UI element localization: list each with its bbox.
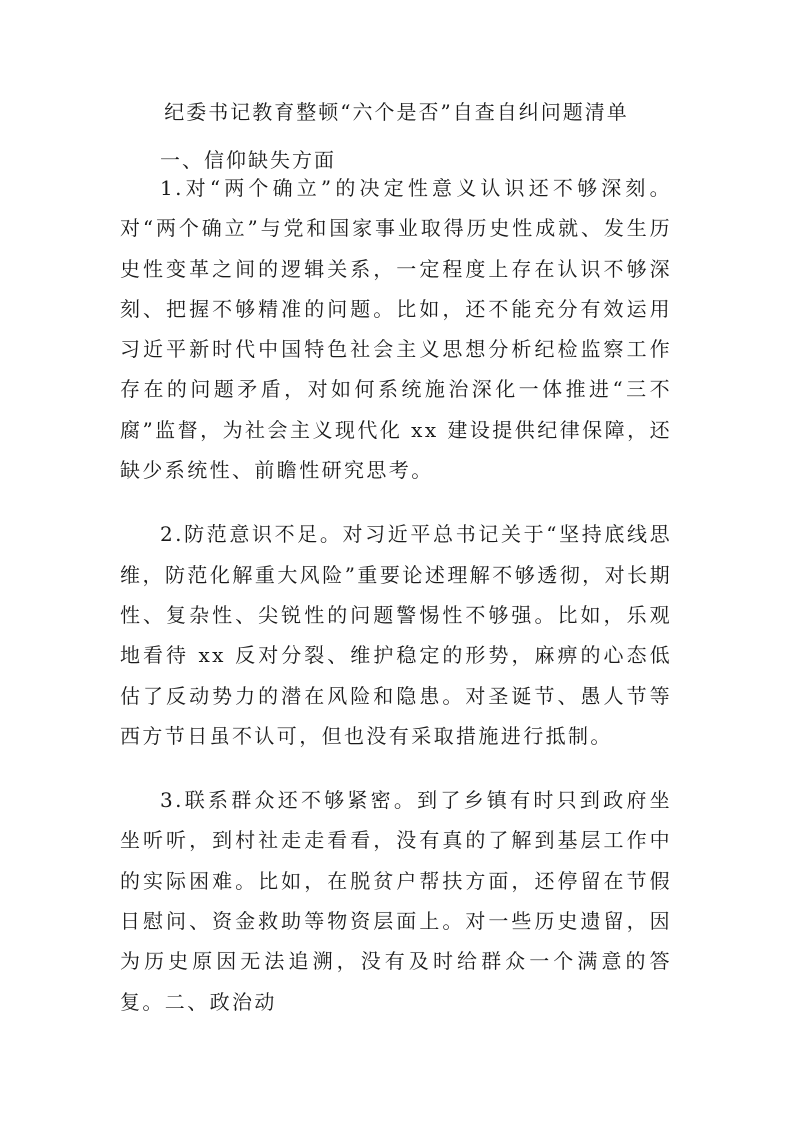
paragraph-1: 1.对“两个确立”的决定性意义认识还不够深刻。对“两个确立”与党和国家事业取得历史性成就、发生历史性变革之间的逻辑关系，一定程度上存在认识不够深刻、把握不够精准的问题。比如，还不能充分有效运用习近平新时代中国特色社会主义思想分析纪检监察工作存在的问题矛盾，对如何系统施治深化一体推进“三不腐”监督，为社会主义现代化 xx 建设提供纪律保障，还缺少系统性、前瞻性研究思考。 xyxy=(120,176,672,483)
section-heading: 一、信仰缺失方面 xyxy=(160,148,336,172)
document-title: 纪委书记教育整顿“六个是否”自查自纠问题清单 xyxy=(164,100,629,124)
paragraph-3: 3.联系群众还不够紧密。到了乡镇有时只到政府坐坐听听，到村社走走看看，没有真的了解到基层工作中的实际困难。比如，在脱贫户帮扶方面，还停留在节假日慰问、资金救助等物资层面上。对一些历史遗留，因为历史原因无法追溯，没有及时给群众一个满意的答复。二、政治动 xyxy=(120,788,672,1014)
document-body xyxy=(120,168,672,1046)
paragraph-2: 2.防范意识不足。对习近平总书记关于“坚持底线思维，防范化解重大风险”重要论述理解不够透彻，对长期性、复杂性、尖锐性的问题警惕性不够强。比如，乐观地看待 xx 反对分裂、维护稳定的形势，麻痹的心态低估了反动势力的潜在风险和隐患。对圣诞节、愚人节等西方节日虽不认可，但也没有采取措施进行抵制。 xyxy=(120,522,672,748)
